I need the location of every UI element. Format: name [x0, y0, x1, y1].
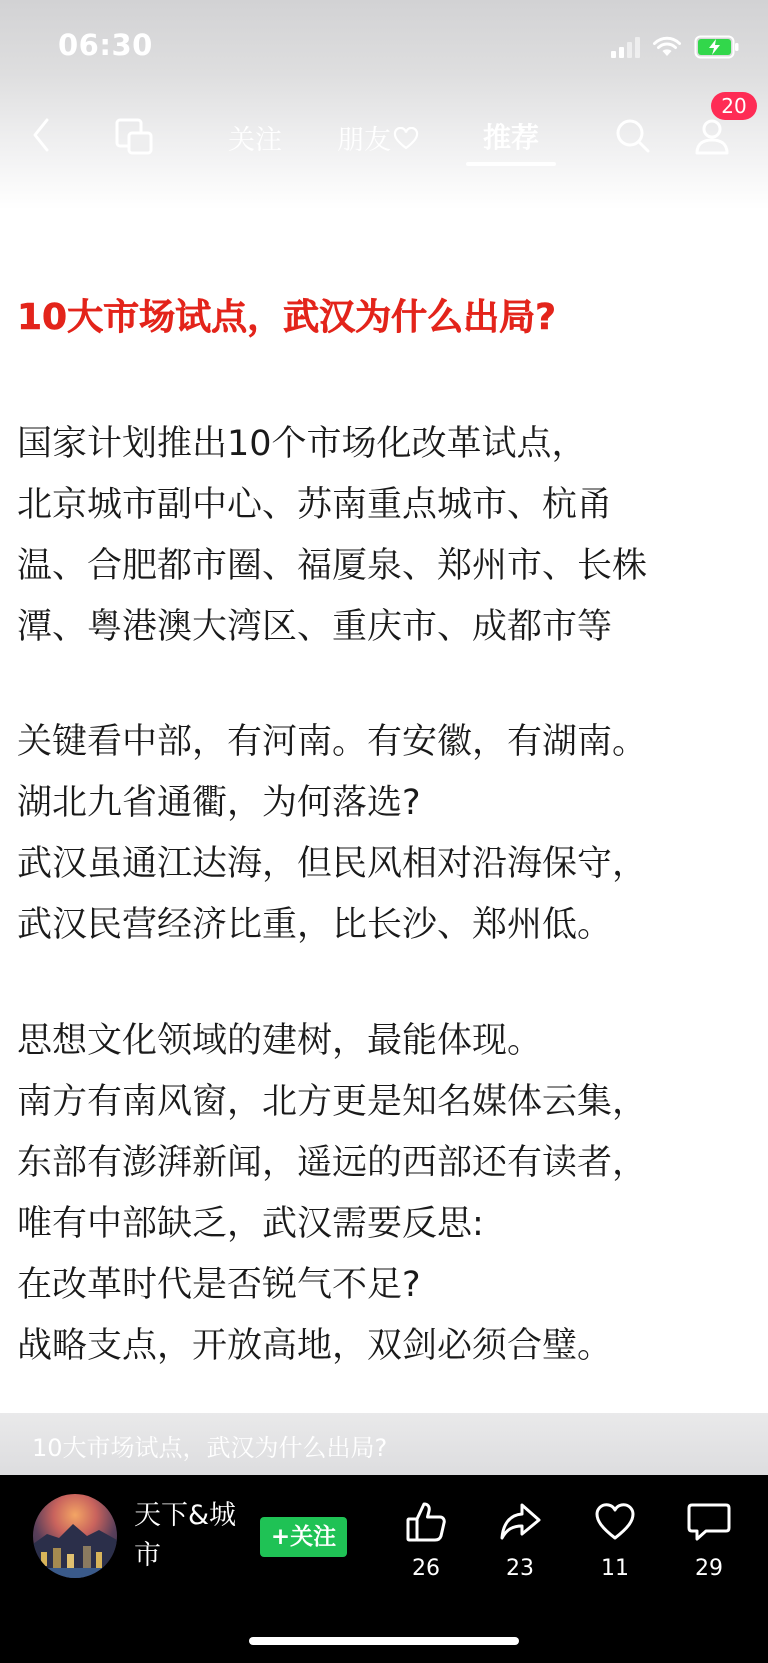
paragraph-line: 潭、粤港澳大湾区、重庆市、成都市等	[17, 607, 613, 647]
caption-text[interactable]: 10大市场试点，武汉为什么出局?	[32, 1434, 388, 1462]
favorite-button[interactable]	[580, 1500, 650, 1581]
tab-friends-label: 朋友	[337, 125, 391, 156]
search-icon[interactable]	[613, 116, 653, 156]
thumbs-up-icon	[404, 1500, 448, 1544]
like-count: 26	[412, 1556, 440, 1581]
paragraph-line: 在改革时代是否锐气不足?	[17, 1265, 421, 1305]
avatar[interactable]	[33, 1494, 117, 1578]
battery-charging-icon	[694, 35, 740, 59]
heart-icon	[593, 1500, 637, 1544]
author-name[interactable]: 天下&城市	[134, 1500, 237, 1571]
paragraph-line: 唯有中部缺乏，武汉需要反思:	[17, 1204, 484, 1244]
copy-icon[interactable]	[113, 116, 155, 156]
paragraph-line: 东部有澎湃新闻，遥远的西部还有读者，	[17, 1143, 648, 1183]
active-tab-indicator	[466, 162, 556, 166]
notification-badge: 20	[711, 92, 757, 120]
cellular-signal-icon	[611, 36, 640, 58]
home-indicator[interactable]	[249, 1637, 519, 1645]
favorite-count: 11	[601, 1556, 629, 1581]
paragraph-line: 温、合肥都市圈、福厦泉、郑州市、长株	[17, 546, 648, 586]
comment-button[interactable]	[674, 1500, 744, 1581]
bottom-bar	[0, 1475, 768, 1663]
paragraph-line: 武汉民营经济比重，比长沙、郑州低。	[17, 905, 613, 945]
paragraph-line: 关键看中部，有河南。有安徽，有湖南。	[17, 722, 648, 762]
paragraph-line: 北京城市副中心、苏南重点城市、杭甬	[17, 485, 613, 525]
heart-outline-icon	[393, 127, 419, 151]
paragraph-line: 思想文化领域的建树，最能体现。	[17, 1021, 543, 1061]
back-icon[interactable]	[30, 115, 52, 155]
article-body	[17, 414, 757, 1377]
status-time: 06:30	[58, 28, 153, 62]
share-button[interactable]	[485, 1500, 555, 1581]
profile-icon[interactable]	[692, 116, 732, 156]
tab-recommend[interactable]: 推荐	[483, 121, 540, 154]
share-arrow-icon	[498, 1500, 542, 1544]
tab-friends[interactable]	[337, 118, 419, 157]
paragraph-line: 战略支点，开放高地，双剑必须合璧。	[17, 1326, 613, 1366]
article-title: 10大市场试点，武汉为什么出局?	[17, 297, 556, 338]
wifi-icon	[652, 36, 682, 58]
paragraph-line: 湖北九省通衢，为何落选?	[17, 783, 421, 823]
tab-follow[interactable]: 关注	[228, 125, 282, 156]
paragraph-line: 南方有南风窗，北方更是知名媒体云集，	[17, 1082, 648, 1122]
avatar-image	[33, 1494, 117, 1578]
follow-button[interactable]: +关注	[260, 1517, 347, 1557]
share-count: 23	[506, 1556, 534, 1581]
comment-icon	[686, 1500, 732, 1544]
paragraph-line: 国家计划推出10个市场化改革试点，	[17, 424, 587, 464]
status-icons	[611, 34, 740, 60]
comment-count: 29	[695, 1556, 723, 1581]
like-button[interactable]	[391, 1500, 461, 1581]
paragraph-line: 武汉虽通江达海，但民风相对沿海保守，	[17, 844, 648, 884]
